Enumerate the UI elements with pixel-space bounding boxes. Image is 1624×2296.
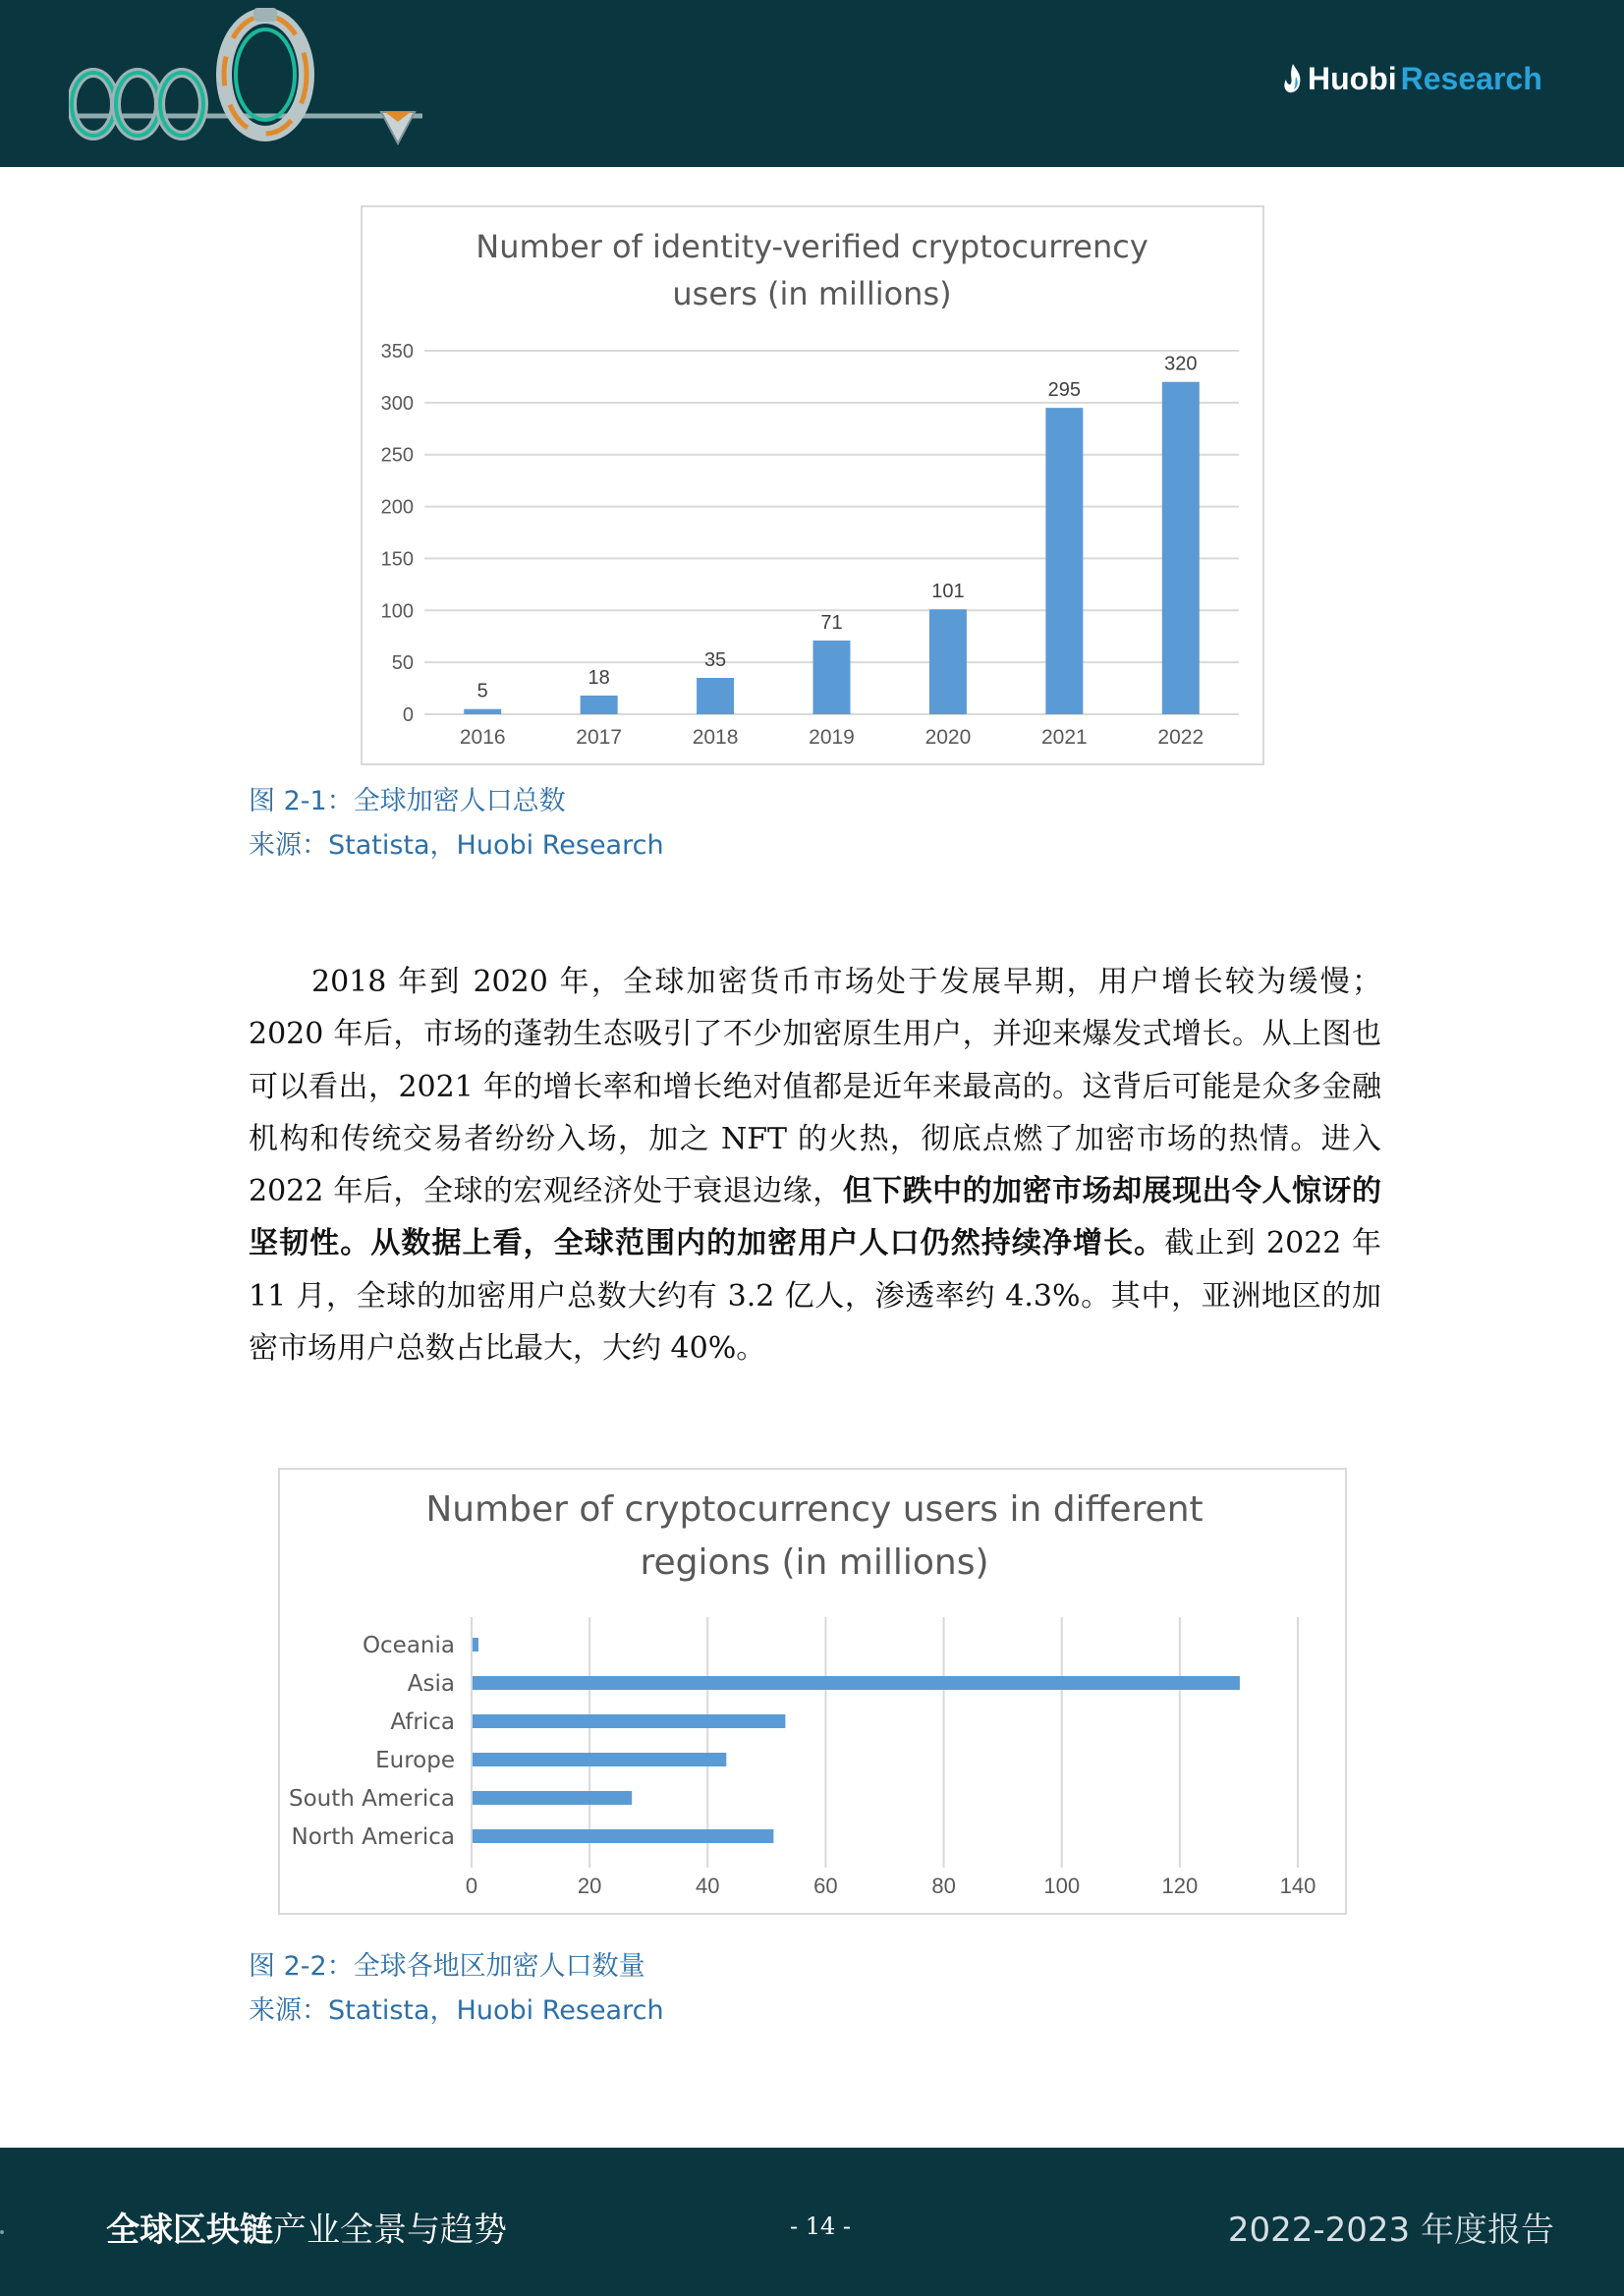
- bar: [1045, 408, 1083, 714]
- x-tick-label: 2018: [692, 726, 739, 749]
- x-tick-label: 2017: [576, 726, 623, 749]
- category-label: Africa: [390, 1709, 455, 1735]
- huobi-research-logo: [1282, 59, 1542, 98]
- bar: [581, 696, 618, 714]
- report-title-bold: 全球区块链: [106, 2211, 273, 2250]
- chart-title: Number of identity-verified cryptocurrency: [476, 228, 1148, 265]
- figure1-caption: 图 2-1：全球加密人口总数: [249, 786, 566, 816]
- footer-dot: [0, 2230, 4, 2234]
- figure2-source: 来源：Statista，Huobi Research: [249, 1995, 664, 2026]
- y-tick-label: 0: [402, 704, 414, 726]
- page-header: [0, 0, 1624, 167]
- users-chart-svg: [363, 207, 1262, 763]
- x-tick-label: 100: [1043, 1874, 1081, 1898]
- bar: [1162, 382, 1200, 714]
- y-tick-label: 200: [380, 496, 414, 519]
- data-label: 295: [1047, 379, 1082, 402]
- brand-suffix: Research: [1400, 60, 1542, 96]
- x-tick-label: 2021: [1040, 726, 1088, 749]
- report-title-rest: 产业全景与趋势: [273, 2211, 507, 2250]
- brand-name: Huobi: [1308, 60, 1397, 96]
- data-label: 320: [1164, 353, 1198, 375]
- bar: [473, 1753, 726, 1766]
- category-label: North America: [291, 1824, 455, 1850]
- regions-chart: [278, 1468, 1347, 1915]
- y-tick-label: 50: [391, 652, 414, 675]
- y-tick-label: 350: [380, 341, 414, 363]
- bar: [697, 678, 734, 714]
- chart-title: users (in millions): [672, 275, 952, 312]
- x-tick-label: 140: [1279, 1874, 1316, 1898]
- bar: [473, 1676, 1240, 1690]
- body-paragraph: [249, 956, 1381, 1374]
- page-footer: [0, 2148, 1624, 2296]
- paragraph-text-end: 截止到 2022 年 11 月，全球的加密用户总数大约有 3.2 亿人，渗透率约 4.3%。其中，亚洲地区的加密市场用户总数占比最大，大约 40%。: [249, 1226, 1382, 1367]
- x-tick-label: 2022: [1157, 726, 1204, 749]
- figure1-source: 来源：Statista，Huobi Research: [249, 830, 664, 861]
- y-tick-label: 300: [380, 392, 414, 415]
- x-tick-label: 2016: [459, 726, 506, 749]
- x-tick-label: 40: [696, 1874, 720, 1898]
- bar: [464, 709, 501, 714]
- x-tick-label: 2020: [924, 726, 972, 749]
- report-years: 2022-2023: [1227, 2211, 1411, 2250]
- users-chart: [361, 205, 1264, 765]
- y-tick-label: 150: [380, 548, 414, 571]
- category-label: Europe: [375, 1748, 455, 1773]
- bar: [473, 1791, 632, 1805]
- chart-title: regions (in millions): [640, 1542, 989, 1583]
- paragraph-text: 2018 年到 2020 年，全球加密货币市场处于发展早期，用户增长较为缓慢；2020 年后，市场的蓬勃生态吸引了不少加密原生用户，并迎来爆发式增长。从上图也可以看出，2021 年的增长率和增长绝对值都是近年来最高的。这背后可能是众多金融机构和传统交易者纷纷入场，加之 NFT 的火热，彻底点燃了加密市场的热情。进入 2022 年后，全球的宏观经济处于衰退边缘，: [249, 965, 1381, 1209]
- bar: [473, 1714, 785, 1728]
- x-tick-label: 2019: [809, 726, 855, 749]
- category-label: South America: [288, 1786, 455, 1812]
- x-tick-label: 120: [1161, 1874, 1199, 1898]
- x-tick-label: 0: [465, 1874, 478, 1898]
- bar: [473, 1638, 478, 1652]
- paragraph-bold: 但下跌中的加密市场却展现出令人惊讶的坚韧性。从数据上看，全球范围内的加密用户人口仍然持续净增长。: [249, 1174, 1381, 1261]
- report-label: [1228, 2203, 1554, 2251]
- report-title: [106, 2203, 507, 2251]
- regions-chart-svg: [280, 1470, 1345, 1913]
- bar: [813, 641, 851, 714]
- y-tick-label: 250: [380, 444, 414, 467]
- data-label: 18: [588, 666, 610, 689]
- page-number: - 14 -: [790, 2212, 852, 2240]
- rings-gem-illustration: [69, 6, 432, 157]
- report-label-text: 年度报告: [1421, 2211, 1554, 2250]
- category-label: Oceania: [362, 1633, 455, 1658]
- flame-icon: [1282, 63, 1304, 94]
- data-label: 35: [703, 649, 727, 671]
- data-label: 71: [820, 611, 843, 634]
- bar: [929, 609, 967, 714]
- chart-title: Number of cryptocurrency users in different: [425, 1489, 1204, 1530]
- data-label: 101: [931, 581, 965, 603]
- x-tick-label: 80: [931, 1874, 956, 1898]
- bar: [473, 1829, 773, 1843]
- y-tick-label: 100: [380, 600, 414, 623]
- category-label: Asia: [407, 1671, 455, 1697]
- x-tick-label: 60: [813, 1874, 838, 1898]
- figure2-caption: 图 2-2：全球各地区加密人口数量: [249, 1951, 645, 1982]
- x-tick-label: 20: [577, 1874, 602, 1898]
- data-label: 5: [476, 680, 488, 702]
